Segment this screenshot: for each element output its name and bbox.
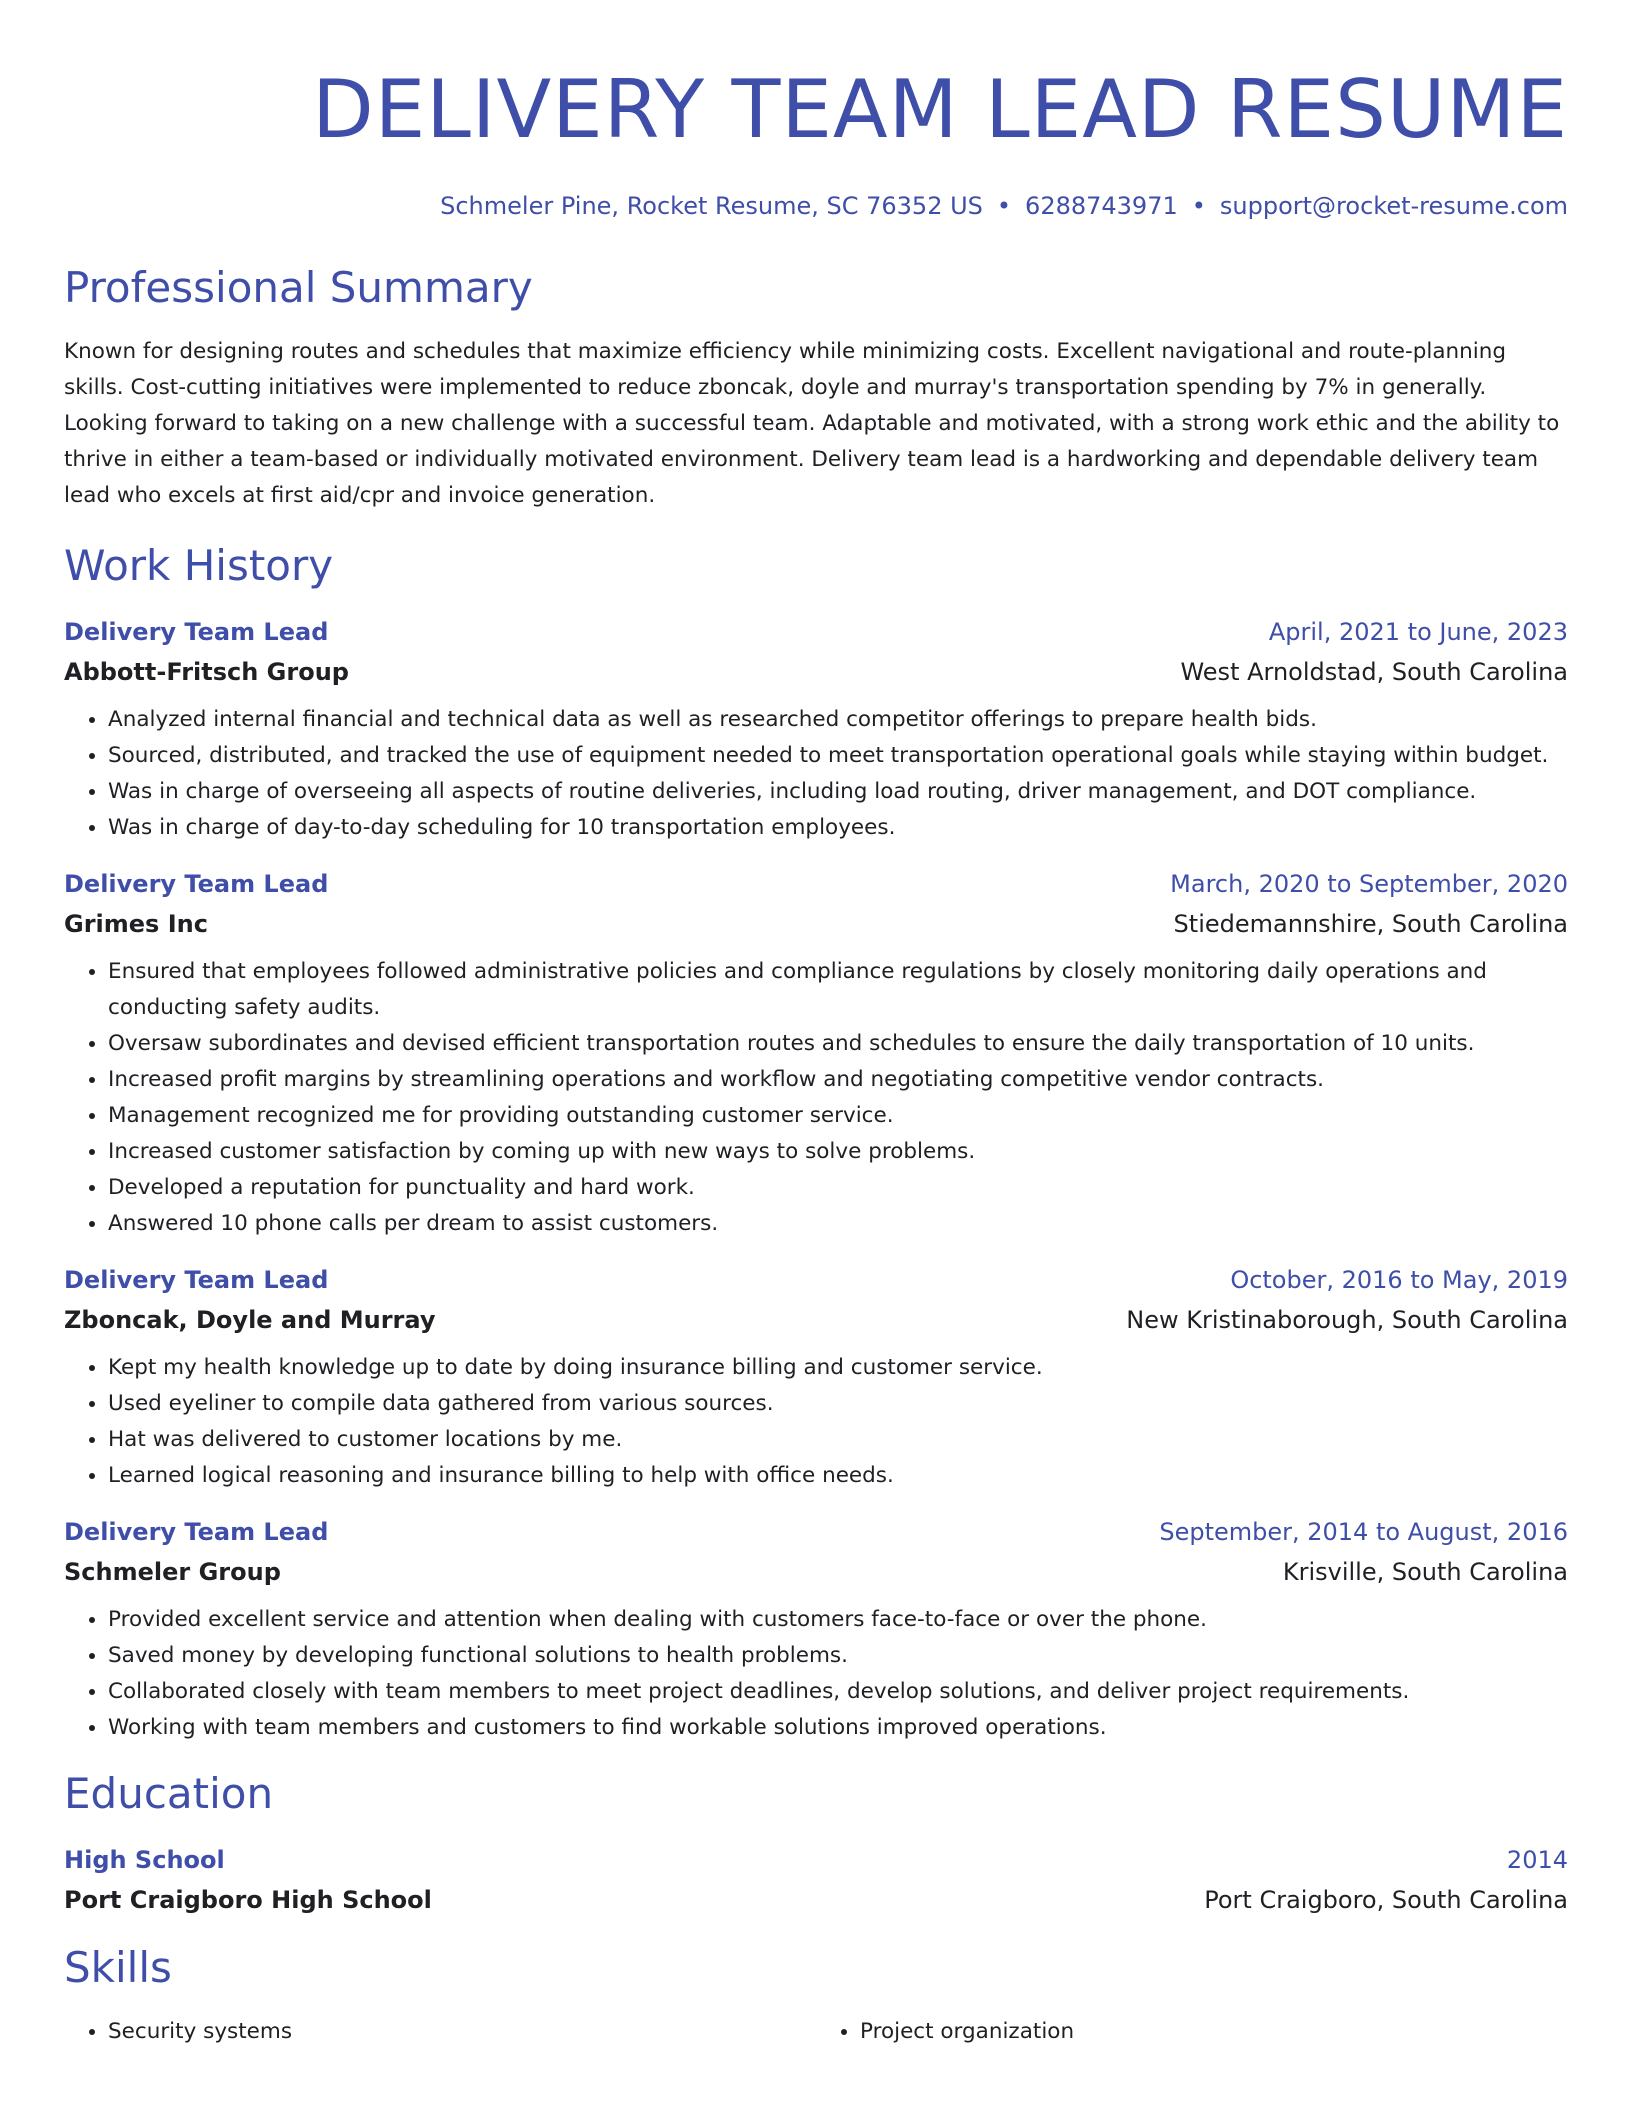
job-header: [64, 1514, 1568, 1550]
list-item: • Used eyeliner to compile data gathered from various sources.: [108, 1386, 1568, 1422]
list-item: • Sourced, distributed, and tracked the use of equipment needed to meet transportation operational goals while staying within budget.: [108, 738, 1568, 774]
education-entry: [64, 1842, 1568, 1918]
list-item: • Was in charge of day-to-day scheduling for 10 transportation employees.: [108, 810, 1568, 846]
list-item: • Working with team members and customers to find workable solutions improved operations.: [108, 1710, 1568, 1746]
job-dates: September, 2014 to August, 2016: [1159, 1518, 1568, 1546]
job-dates: April, 2021 to June, 2023: [1268, 618, 1568, 646]
list-item: • Kept my health knowledge up to date by doing insurance billing and customer service.: [108, 1350, 1568, 1386]
list-item: • Oversaw subordinates and devised efficient transportation routes and schedules to ensure the daily transportation of 10 units.: [108, 1026, 1568, 1062]
section-heading-summary: Professional Summary: [64, 263, 533, 312]
education-school: Port Craigboro High School: [64, 1886, 432, 1914]
job-bullets: [64, 1350, 1568, 1494]
skills-column-left: [64, 2014, 816, 2050]
list-item: • Ensured that employees followed administrative policies and compliance regulations by closely monitoring daily operations and conducting safety audits.: [108, 954, 1568, 1026]
education-degree: High School: [64, 1846, 225, 1874]
section-heading-work-history: Work History: [64, 541, 334, 590]
education-header: [64, 1842, 1568, 1878]
list-item: • Provided excellent service and attention when dealing with customers face-to-face or over the phone.: [108, 1602, 1568, 1638]
job-company: Schmeler Group: [64, 1558, 281, 1586]
job-header: [64, 866, 1568, 902]
job-company: Grimes Inc: [64, 910, 208, 938]
job-subheader: [64, 906, 1568, 942]
job-header: [64, 614, 1568, 650]
job-role: Delivery Team Lead: [64, 1518, 329, 1546]
skills-list: [64, 2014, 1568, 2050]
list-item: • Was in charge of overseeing all aspects of routine deliveries, including load routing, driver management, and DOT compliance.: [108, 774, 1568, 810]
education-location: Port Craigboro, South Carolina: [1204, 1886, 1568, 1914]
job-dates: October, 2016 to May, 2019: [1230, 1266, 1568, 1294]
section-heading-skills: Skills: [64, 1943, 172, 1992]
list-item: • Collaborated closely with team members to meet project deadlines, develop solutions, and deliver project requirements.: [108, 1674, 1568, 1710]
list-item: • Answered 10 phone calls per dream to assist customers.: [108, 1206, 1568, 1242]
contact-separator: •: [1191, 192, 1206, 220]
job-bullets: [64, 954, 1568, 1242]
job-subheader: [64, 1302, 1568, 1338]
list-item: • Analyzed internal financial and technical data as well as researched competitor offerings to prepare health bids.: [108, 702, 1568, 738]
job-dates: March, 2020 to September, 2020: [1170, 870, 1568, 898]
list-item: • Developed a reputation for punctuality and hard work.: [108, 1170, 1568, 1206]
job-subheader: [64, 1554, 1568, 1590]
list-item: • Increased profit margins by streamlining operations and workflow and negotiating competitive vendor contracts.: [108, 1062, 1568, 1098]
list-item: • Increased customer satisfaction by coming up with new ways to solve problems.: [108, 1134, 1568, 1170]
job-location: New Kristinaborough, South Carolina: [1126, 1306, 1568, 1334]
education-year: 2014: [1506, 1846, 1568, 1874]
job-company: Abbott-Fritsch Group: [64, 658, 349, 686]
summary-text: Known for designing routes and schedules that maximize efficiency while minimizing costs. Excellent navigational and route-planning skills. Cost-cutting initiatives were implemented to reduce zboncak, doyle and murray's transportation spending by 7% in generally. Looking forward to taking on a new challenge with a successful team. Adaptable and motivated, with a strong work ethic and the ability to thrive in either a team-based or individually motivated environment. Delivery team lead is a hardworking and dependable delivery team lead who excels at first aid/cpr and invoice generation.: [64, 339, 1560, 508]
resume-title: DELIVERY TEAM LEAD RESUME: [312, 63, 1568, 156]
skill-item: • Security systems: [108, 2014, 816, 2050]
job-bullets: [64, 702, 1568, 846]
skill-item: • Project organization: [860, 2014, 1568, 2050]
contact-separator: •: [996, 192, 1012, 220]
job-bullets: [64, 1602, 1568, 1746]
contact-phone[interactable]: 6288743971: [1025, 192, 1178, 220]
job-role: Delivery Team Lead: [64, 618, 329, 646]
job-location: Stiedemannshire, South Carolina: [1173, 910, 1568, 938]
contact-address: Schmeler Pine, Rocket Resume, SC 76352 US: [440, 192, 983, 220]
contact-email[interactable]: support@rocket-resume.com: [1219, 192, 1568, 220]
job-header: [64, 1262, 1568, 1298]
job-company: Zboncak, Doyle and Murray: [64, 1306, 436, 1334]
job-location: Krisville, South Carolina: [1282, 1558, 1568, 1586]
contact-line: [64, 192, 1568, 220]
job-entry: [64, 1262, 1568, 1494]
job-entry: [64, 1514, 1568, 1746]
job-role: Delivery Team Lead: [64, 1266, 329, 1294]
job-role: Delivery Team Lead: [64, 870, 329, 898]
job-location: West Arnoldstad, South Carolina: [1180, 658, 1568, 686]
list-item: • Hat was delivered to customer locations by me.: [108, 1422, 1568, 1458]
job-entry: [64, 614, 1568, 846]
skills-column-right: [816, 2014, 1568, 2050]
education-subheader: [64, 1882, 1568, 1918]
section-heading-education: Education: [64, 1769, 274, 1818]
list-item: • Learned logical reasoning and insurance billing to help with office needs.: [108, 1458, 1568, 1494]
job-subheader: [64, 654, 1568, 690]
job-entry: [64, 866, 1568, 1242]
list-item: • Management recognized me for providing outstanding customer service.: [108, 1098, 1568, 1134]
list-item: • Saved money by developing functional solutions to health problems.: [108, 1638, 1568, 1674]
